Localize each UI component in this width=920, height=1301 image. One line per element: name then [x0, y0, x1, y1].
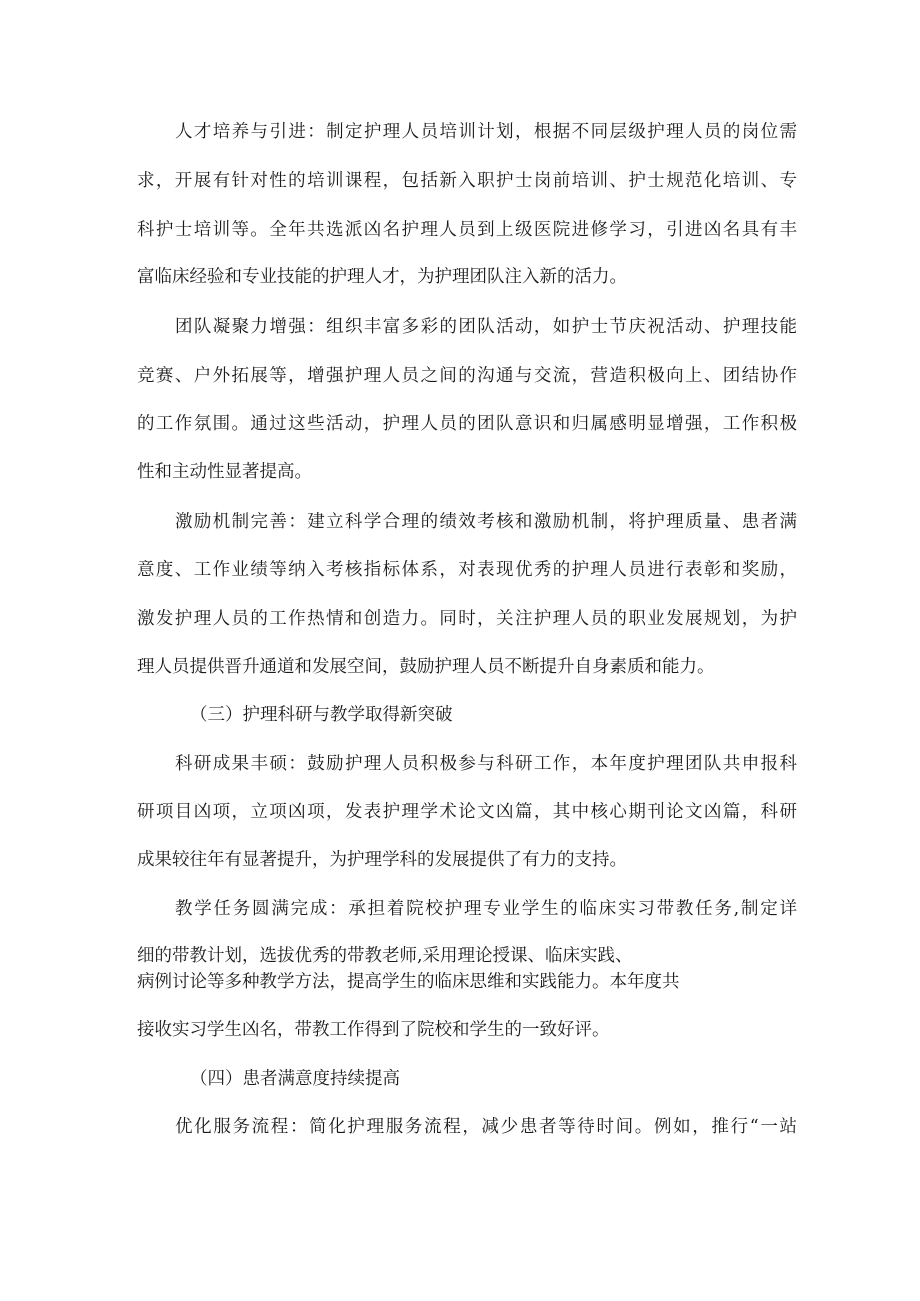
- paragraph-teaching-line-2: 细的带教计划，选拔优秀的带教老师,采用理论授课、临床实践、: [137, 946, 633, 966]
- paragraph-team-line-4: 性和主动性显著提高。: [137, 462, 312, 482]
- section-heading-research-teaching: （三）护理科研与教学取得新突破: [190, 705, 453, 725]
- paragraph-teaching-line-1: 教学任务圆满完成：承担着院校护理专业学生的临床实习带教任务,制定详: [175, 899, 797, 919]
- paragraph-incentive-line-4: 理人员提供晋升通道和发展空间，鼓励护理人员不断提升自身素质和能力。: [137, 657, 715, 677]
- paragraph-talent-line-1: 人才培养与引进：制定护理人员培训计划，根据不同层级护理人员的岗位需: [175, 122, 797, 142]
- paragraph-team-line-1: 团队凝聚力增强：组织丰富多彩的团队活动，如护士节庆祝活动、护理技能: [175, 317, 797, 337]
- paragraph-teaching-line-3: 病例讨论等多种教学方法，提高学生的临床思维和实践能力。本年度共: [137, 972, 680, 992]
- paragraph-talent-line-4: 富临床经验和专业技能的护理人才，为护理团队注入新的活力。: [137, 267, 627, 287]
- paragraph-incentive-line-3: 激发护理人员的工作热情和创造力。同时，关注护理人员的职业发展规划，为护: [137, 609, 797, 629]
- paragraph-research-line-3: 成果较往年有显著提升，为护理学科的发展提供了有力的支持。: [137, 850, 627, 870]
- paragraph-service-line-1: 优化服务流程：简化护理服务流程，减少患者等待时间。例如，推行“一站: [175, 1117, 797, 1137]
- paragraph-research-line-1: 科研成果丰硕：鼓励护理人员积极参与科研工作，本年度护理团队共申报科: [175, 754, 797, 774]
- paragraph-talent-line-2: 求，开展有针对性的培训课程，包括新入职护士岗前培训、护士规范化培训、专: [137, 171, 797, 191]
- paragraph-talent-line-3: 科护士培训等。全年共选派凶名护理人员到上级医院进修学习，引进凶名具有丰: [137, 220, 797, 240]
- paragraph-team-line-3: 的工作氛围。通过这些活动，护理人员的团队意识和归属感明显增强，工作积极: [137, 414, 797, 434]
- paragraph-incentive-line-2: 意度、工作业绩等纳入考核指标体系，对表现优秀的护理人员进行表彰和奖励，: [137, 560, 797, 580]
- paragraph-research-line-2: 研项目凶项，立项凶项，发表护理学术论文凶篇，其中核心期刊论文凶篇，科研: [137, 802, 797, 822]
- paragraph-incentive-line-1: 激励机制完善：建立科学合理的绩效考核和激励机制，将护理质量、患者满: [175, 512, 797, 532]
- section-heading-patient-satisfaction: （四）患者满意度持续提高: [190, 1069, 400, 1089]
- paragraph-team-line-2: 竞赛、户外拓展等，增强护理人员之间的沟通与交流，营造积极向上、团结协作: [137, 366, 797, 386]
- paragraph-teaching-line-4: 接收实习学生凶名，带教工作得到了院校和学生的一致好评。: [137, 1020, 610, 1040]
